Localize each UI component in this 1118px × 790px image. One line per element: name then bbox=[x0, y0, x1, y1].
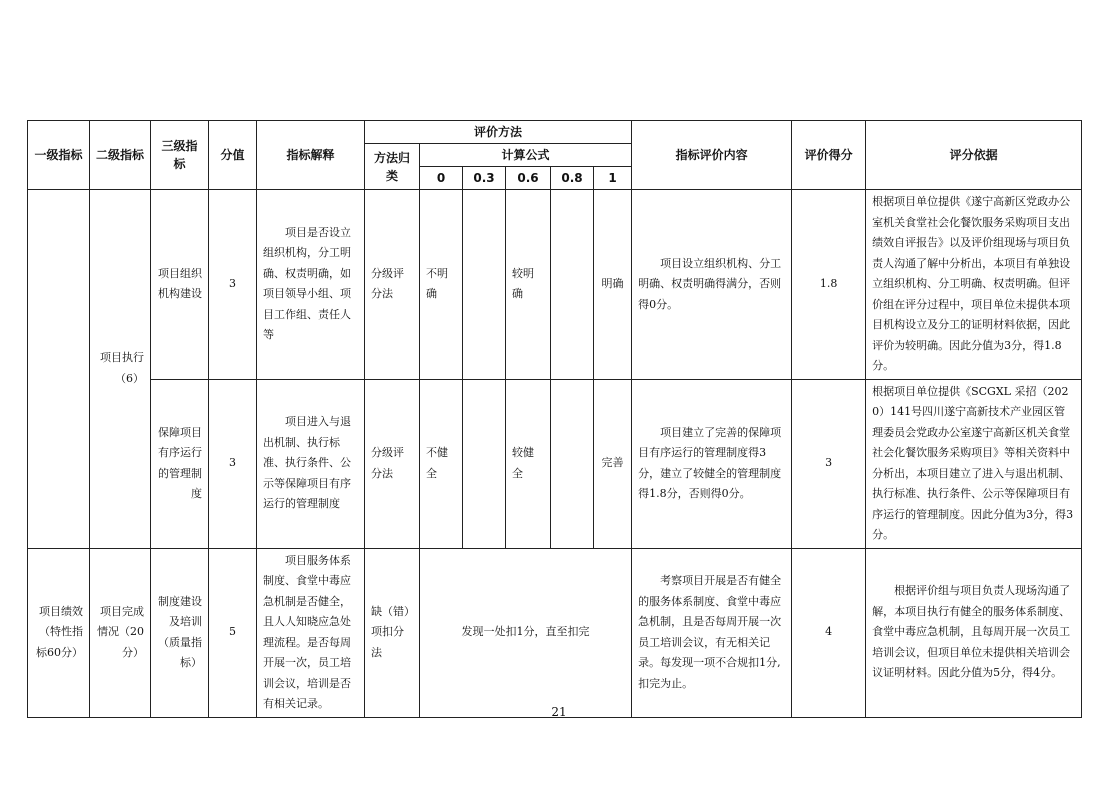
cell-f08 bbox=[551, 379, 594, 548]
cell-level3: 保障项目有序运行的管理制度 bbox=[151, 379, 209, 548]
evaluation-table bbox=[27, 120, 1082, 718]
cell-level1 bbox=[28, 190, 90, 549]
cell-basis: 根据评价组与项目负责人现场沟通了解，本项目执行有健全的服务体系制度、食堂中毒应急机制，且每周开展一次员工培训会议，但项目单位未提供相关培训会议证明材料。因此分值为5分，得4分。 bbox=[866, 548, 1082, 717]
cell-f0: 不健全 bbox=[420, 379, 463, 548]
cell-f0: 不明确 bbox=[420, 190, 463, 380]
header-explanation: 指标解释 bbox=[257, 121, 365, 190]
header-method-group: 评价方法 bbox=[365, 121, 632, 144]
cell-score: 3 bbox=[209, 379, 257, 548]
cell-level3: 制度建设及培训（质量指标） bbox=[151, 548, 209, 717]
header-f06: 0.6 bbox=[506, 167, 551, 190]
page-number: 21 bbox=[551, 705, 567, 719]
cell-eval-score: 1.8 bbox=[792, 190, 866, 380]
cell-content: 项目设立组织机构、分工明确、权责明确得满分，否则得0分。 bbox=[632, 190, 792, 380]
cell-f03 bbox=[463, 190, 506, 380]
cell-score: 5 bbox=[209, 548, 257, 717]
header-f08: 0.8 bbox=[551, 167, 594, 190]
header-f0: 0 bbox=[420, 167, 463, 190]
cell-eval-score: 3 bbox=[792, 379, 866, 548]
cell-explanation: 项目是否设立组织机构，分工明确、权责明确，如项目领导小组、项目工作组、责任人等 bbox=[257, 190, 365, 380]
cell-explanation: 项目服务体系制度、食堂中毒应急机制是否健全，且人人知晓应急处理流程。是否每周开展一次，员工培训会议，培训是否有相关记录。 bbox=[257, 548, 365, 717]
cell-eval-score: 4 bbox=[792, 548, 866, 717]
header-f03: 0.3 bbox=[463, 167, 506, 190]
header-level1: 一级指标 bbox=[28, 121, 90, 190]
cell-f08 bbox=[551, 190, 594, 380]
cell-content: 项目建立了完善的保障项目有序运行的管理制度得3分，建立了较健全的管理制度得1.8分，否则得0分。 bbox=[632, 379, 792, 548]
cell-level2: 项目执行（6） bbox=[90, 190, 151, 549]
cell-explanation: 项目进入与退出机制、执行标准、执行条件、公示等保障项目有序运行的管理制度 bbox=[257, 379, 365, 548]
cell-method: 分级评分法 bbox=[365, 379, 420, 548]
header-level2: 二级指标 bbox=[90, 121, 151, 190]
cell-f06: 较明确 bbox=[506, 190, 551, 380]
cell-f1: 完善 bbox=[594, 379, 632, 548]
header-eval-score: 评价得分 bbox=[792, 121, 866, 190]
header-content: 指标评价内容 bbox=[632, 121, 792, 190]
cell-level1: 项目绩效（特性指标60分） bbox=[28, 548, 90, 717]
cell-content: 考察项目开展是否有健全的服务体系制度、食堂中毒应急机制，且是否每周开展一次员工培训会议，有无相关记录。每发现一项不合规扣1分,扣完为止。 bbox=[632, 548, 792, 717]
cell-basis: 根据项目单位提供《遂宁高新区党政办公室机关食堂社会化餐饮服务采购项目支出绩效自评报告》以及评价组现场与项目负责人沟通了解中分析出，本项目有单独设立组织机构、分工明确、权责明确。但评价组在评分过程中，项目单位未提供本项目机构设立及分工的证明材料依据，因此评价为较明确。因此分值为3分，得1.8分。 bbox=[866, 190, 1082, 380]
header-score: 分值 bbox=[209, 121, 257, 190]
cell-basis: 根据项目单位提供《SCGXL 采招（2020）141号四川遂宁高新技术产业园区管理委员会党政办公室遂宁高新区机关食堂社会化餐饮服务采购项目》等相关资料中分析出，本项目建立了进入与退出机制、执行标准、执行条件、公示等保障项目有序运行的管理制度。因此分值为3分，得3分。 bbox=[866, 379, 1082, 548]
cell-method: 分级评分法 bbox=[365, 190, 420, 380]
cell-formula: 发现一处扣1分，直至扣完 bbox=[420, 548, 632, 717]
cell-level3: 项目组织机构建设 bbox=[151, 190, 209, 380]
table-row bbox=[28, 190, 1082, 380]
table-row bbox=[28, 379, 1082, 548]
header-formula: 计算公式 bbox=[420, 144, 632, 167]
table-row bbox=[28, 548, 1082, 717]
header-method-class: 方法归类 bbox=[365, 144, 420, 190]
header-basis: 评分依据 bbox=[866, 121, 1082, 190]
cell-method: 缺（错）项扣分法 bbox=[365, 548, 420, 717]
cell-level2: 项目完成情况（20分） bbox=[90, 548, 151, 717]
header-level3: 三级指标 bbox=[151, 121, 209, 190]
cell-f06: 较健全 bbox=[506, 379, 551, 548]
cell-f1: 明确 bbox=[594, 190, 632, 380]
header-f1: 1 bbox=[594, 167, 632, 190]
cell-f03 bbox=[463, 379, 506, 548]
cell-score: 3 bbox=[209, 190, 257, 380]
